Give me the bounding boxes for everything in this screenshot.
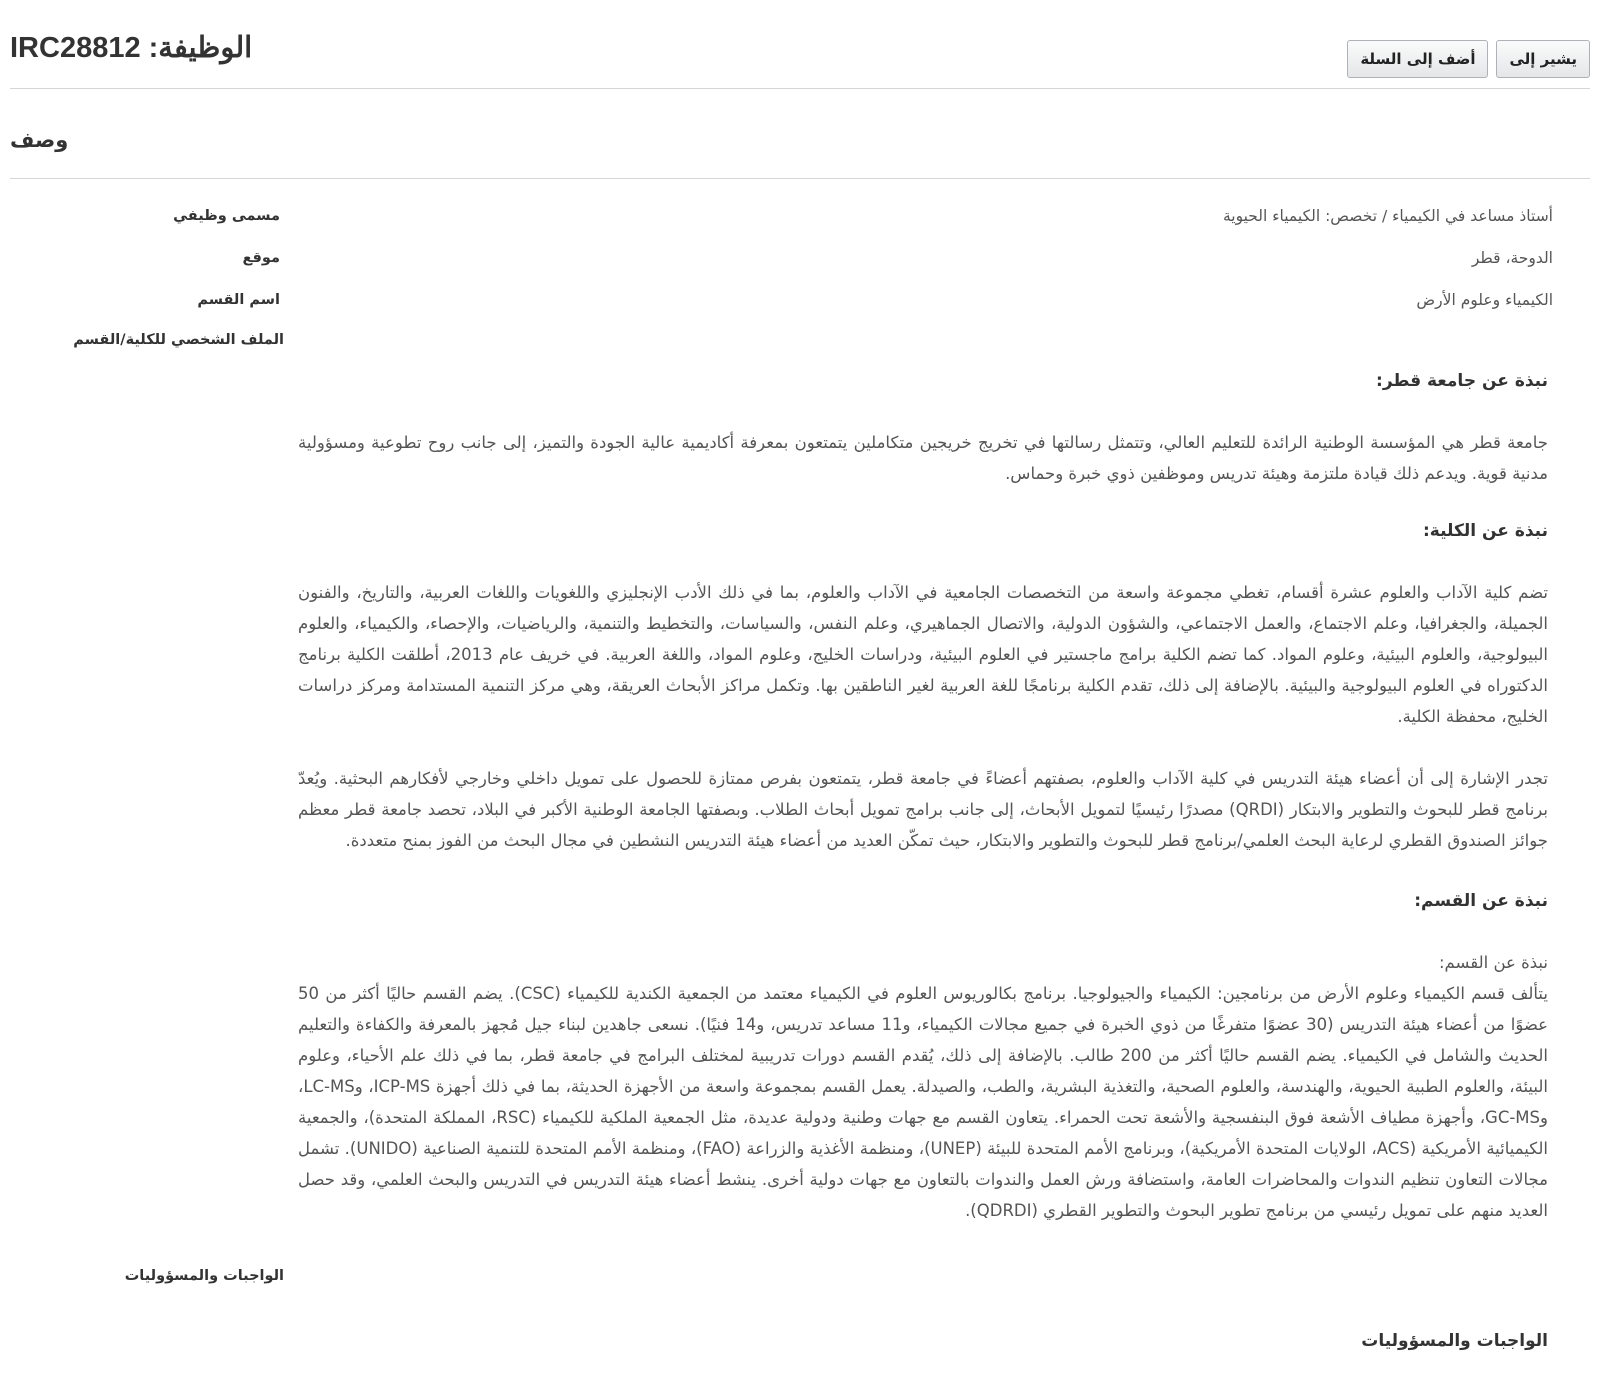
- field-value: أستاذ مساعد في الكيمياء / تخصص: الكيمياء الحيوية: [1222, 207, 1553, 225]
- job-fields: [0, 204, 1600, 330]
- field-value: الكيمياء وعلوم الأرض: [1416, 291, 1553, 309]
- share-button[interactable]: يشير إلى: [1496, 40, 1590, 78]
- field-label: اسم القسم: [197, 292, 280, 308]
- add-to-cart-button[interactable]: أضف إلى السلة: [1347, 40, 1488, 78]
- duties-heading: الواجبات والمسؤوليات: [1361, 1331, 1548, 1351]
- field-label: مسمى وظيفي: [173, 208, 280, 224]
- about-college-text: تضم كلية الآداب والعلوم عشرة أقسام، تغطي مجموعة واسعة من التخصصات الجامعية في الآداب والعلوم، بما في ذلك الأدب الإنجليزي واللغويات واللغات العربية، والتاريخ، والفنون الجميلة، والجغرافيا، وعلم الاجتماع، والعمل الاجتماعي، والشؤون الدولية، والاتصال الجماهيري، وعلم النفس، والسياسات، والتخطيط والتنمية، والرياضيات، والإحصاء، والكيمياء، والعلوم البيولوجية، والعلوم البيئية، وعلوم المواد. كما تضم الكلية برامج ماجستير في العلوم البيئية، ودراسات الخليج، وعلوم المواد، واللغة العربية. في خريف عام 2013، أطلقت الكلية برنامج الدكتوراه في العلوم البيولوجية والبيئية. بالإضافة إلى ذلك، تقدم الكلية برنامجًا للغة العربية لغير الناطقين بها. وتكمل مراكز الأبحاث العريقة، وهي مركز التنمية المستدامة ومركز دراسات الخليج، محفظة الكلية.: [298, 583, 1548, 726]
- research-funding-text: تجدر الإشارة إلى أن أعضاء هيئة التدريس في كلية الآداب والعلوم، بصفتهم أعضاءً في جامعة قطر، يتمتعون بفرص ممتازة للحصول على تمويل داخلي وخارجي لأفكارهم البحثية. ويُعدّ برنامج قطر للبحوث والتطوير والابتكار (QRDI) مصدرًا رئيسيًا لتمويل الأبحاث، إلى جانب برامج تمويل أبحاث الطلاب. وبصفتها الجامعة الوطنية الأكبر في البلاد، تحصد جامعة قطر معظم جوائز الصندوق القطري لرعاية البحث العلمي/برنامج قطر للبحوث والتطوير والابتكار، حيث تمكّن العديد من أعضاء هيئة التدريس النشطين في مجال البحث من الفوز بمنح متعددة.: [298, 769, 1548, 850]
- header-divider: [10, 88, 1590, 89]
- section-title: وصف: [10, 128, 69, 152]
- field-label: موقع: [242, 250, 280, 266]
- duties-label: الواجبات والمسؤوليات: [124, 1268, 284, 1284]
- field-row-location: [0, 246, 1600, 288]
- about-university-text: جامعة قطر هي المؤسسة الوطنية الرائدة للتعليم العالي، وتتمثل رسالتها في تخريج خريجين متكاملين يتمتعون بمعرفة أكاديمية عالية الجودة والتميز، إلى جانب روح تطوعية ومسؤولية مدنية قوية. ويدعم ذلك قيادة ملتزمة وهيئة تدريس وموظفين ذوي خبرة وحماس.: [298, 433, 1548, 483]
- profile-label: الملف الشخصي للكلية/القسم: [73, 332, 284, 348]
- field-value: الدوحة، قطر: [1471, 249, 1553, 267]
- field-row-department: [0, 288, 1600, 330]
- field-row-job-title: [0, 204, 1600, 246]
- page-title: الوظيفة: IRC28812: [10, 32, 253, 64]
- profile-content: [298, 366, 1548, 1226]
- about-university-heading: نبذة عن جامعة قطر:: [1376, 371, 1548, 391]
- about-department-heading: نبذة عن القسم:: [1414, 891, 1548, 911]
- about-college-heading: نبذة عن الكلية:: [1422, 521, 1548, 541]
- duties-content: [298, 1326, 1548, 1357]
- section-divider: [10, 178, 1590, 179]
- page-header: [10, 22, 1590, 82]
- about-department-subheading: نبذة عن القسم:: [1439, 953, 1548, 972]
- about-department-text: يتألف قسم الكيمياء وعلوم الأرض من برنامجين: الكيمياء والجيولوجيا. برنامج بكالوريوس العلوم في الكيمياء معتمد من الجمعية الكندية للكيمياء (CSC). يضم القسم حاليًا أكثر من 50 عضوًا من أعضاء هيئة التدريس (30 عضوًا متفرغًا من ذوي الخبرة في جميع مجالات الكيمياء، و11 مساعد تدريس، و14 فنيًا). نسعى جاهدين لبناء جيل مُجهز بالمعرفة والكفاءة والتعليم الحديث والشامل في الكيمياء. يضم القسم حاليًا أكثر من 200 طالب. بالإضافة إلى ذلك، يُقدم القسم دورات تدريبية لمختلف البرامج في جامعة قطر، بما في ذلك علم الأحياء، وعلوم البيئة، والعلوم الطبية الحيوية، والهندسة، والعلوم الصحية، والتغذية البشرية، والطب، والصيدلة. يعمل القسم بمجموعة واسعة من الأجهزة الحديثة، بما في ذلك أجهزة ICP-MS، وLC-MS، وGC-MS، وأجهزة مطياف الأشعة فوق البنفسجية والأشعة تحت الحمراء. يتعاون القسم مع جهات وطنية ودولية عديدة، مثل الجمعية الملكية للكيمياء (RSC، المملكة المتحدة)، والجمعية الكيميائية الأمريكية (ACS، الولايات المتحدة الأمريكية)، وبرنامج الأمم المتحدة للبيئة (UNEP)، ومنظمة الأغذية والزراعة (FAO)، ومنظمة الأمم المتحدة للتنمية الصناعية (UNIDO). تشمل مجالات التعاون تنظيم الندوات والمحاضرات العامة، واستضافة ورش العمل والندوات بالتعاون مع جهات دولية أخرى. ينشط أعضاء هيئة التدريس في التدريس والبحث العلمي، وقد حصل العديد منهم على تمويل رئيسي من برنامج تطوير البحوث والتطوير القطري (QDRDI).: [298, 984, 1549, 1220]
- header-actions: [1347, 40, 1590, 78]
